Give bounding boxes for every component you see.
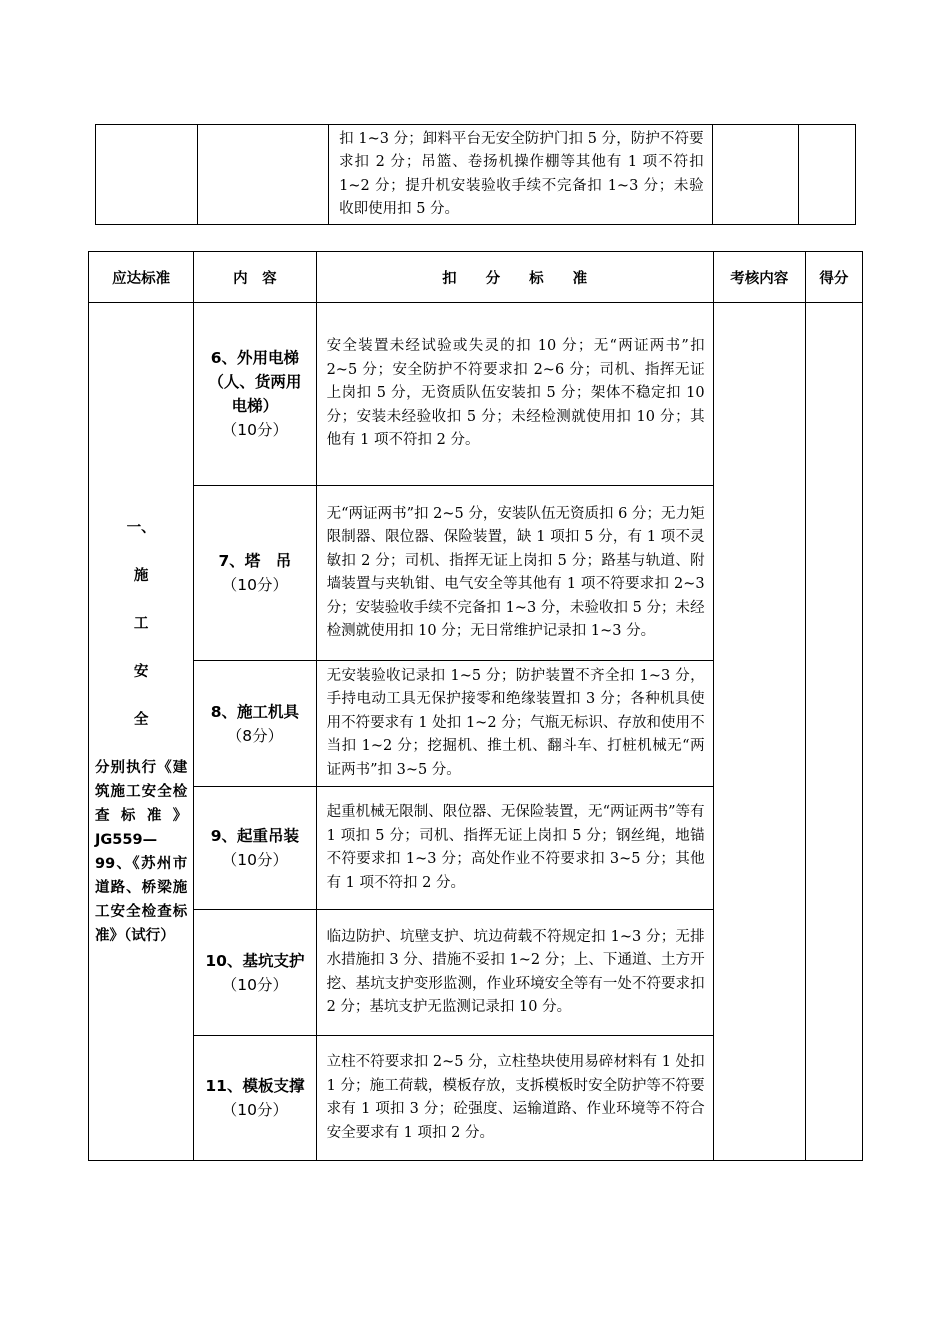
item-name: 6、外用电梯 bbox=[210, 349, 300, 367]
standard-reference-text: 分别执行《建筑施工安全检查标准》JG559—99、《苏州市道路、桥梁施工安全检查标准》（试行） bbox=[95, 759, 188, 944]
item-name: （人、货两用 bbox=[208, 373, 302, 391]
item-name: 8、施工机具 bbox=[210, 702, 300, 721]
continuation-table bbox=[95, 124, 856, 225]
deduction-cell: 临边防护、坑壁支护、坑边荷载不符规定扣 1~3 分；无排水措施扣 3 分、措施不妥扣 1~2 分；上、下通道、土方开挖、基坑支护变形监测，作业环境安全等有一处不符要求扣 2 分；基坑支护无监测记录扣 10 分。 bbox=[316, 910, 713, 1036]
score-cell bbox=[805, 303, 862, 1161]
deduction-cell: 无安装验收记录扣 1~5 分；防护装置不齐全扣 1~3 分，手持电动工具无保护接零和绝缘装置扣 3 分；各种机具使用不符要求有 1 处扣 1~2 分；气瓶无标识、存放和使用不当扣 1~2 分；挖掘机、推土机、翻斗车、打桩机械无“两证两书”扣 3~5 分。 bbox=[316, 661, 713, 787]
standard-number: 一、 bbox=[126, 519, 156, 536]
item-points: （10分） bbox=[221, 576, 289, 594]
standard-char: 安 bbox=[133, 663, 149, 680]
assessment-cell bbox=[713, 303, 805, 1161]
standard-char: 全 bbox=[133, 711, 149, 728]
standard-char: 施 bbox=[133, 567, 149, 584]
standard-char: 工 bbox=[133, 615, 149, 632]
item-cell bbox=[194, 486, 316, 661]
continuation-standard-cell bbox=[96, 125, 198, 225]
deduction-cell: 起重机械无限制、限位器、无保险装置，无“两证两书”等有 1 项扣 5 分；司机、指挥无证上岗扣 5 分；钢丝绳，地锚不符要求扣 1~3 分；高处作业不符要求扣 3~5 分；其他有 1 项不符扣 2 分。 bbox=[316, 787, 713, 910]
item-points: （8分） bbox=[226, 726, 284, 745]
item-name: 10、基坑支护 bbox=[205, 951, 305, 970]
item-points: （10分） bbox=[221, 975, 289, 994]
item-cell bbox=[194, 787, 316, 910]
header-score: 得分 bbox=[805, 252, 862, 303]
continuation-deduction-cell: 扣 1~3 分；卸料平台无安全防护门扣 5 分，防护不符要求扣 2 分；吊篮、卷扬机操作棚等其他有 1 项不符扣 1~2 分；提升机安装验收手续不完备扣 1~3 分；未验收即使用扣 5 分。 bbox=[329, 125, 712, 225]
header-row bbox=[89, 252, 863, 303]
header-assessment: 考核内容 bbox=[713, 252, 805, 303]
standard-cell bbox=[89, 303, 194, 1161]
header-standard: 应达标准 bbox=[89, 252, 194, 303]
item-points: （10分） bbox=[221, 1101, 289, 1119]
item-name: 电梯） bbox=[231, 397, 279, 415]
item-points: （10分） bbox=[221, 421, 289, 439]
item-points: （10分） bbox=[221, 851, 289, 869]
deduction-cell: 立柱不符要求扣 2~5 分，立柱垫块使用易碎材料有 1 处扣 1 分；施工荷载，模板存放，支拆模板时安全防护等不符要求有 1 项扣 3 分；砼强度、运输道路、作业环境等不符合安全要求有 1 项扣 2 分。 bbox=[316, 1036, 713, 1161]
header-deduction: 扣 分 标 准 bbox=[316, 252, 713, 303]
item-name: 7、塔 吊 bbox=[218, 552, 292, 570]
safety-inspection-table bbox=[88, 251, 863, 1161]
item-cell bbox=[194, 1036, 316, 1161]
continuation-row bbox=[96, 125, 856, 225]
deduction-cell: 安全装置未经试验或失灵的扣 10 分；无“两证两书”扣 2~5 分；安全防护不符要求扣 2~6 分；司机、指挥无证上岗扣 5 分，无资质队伍安装扣 5 分；架体不稳定扣 10 分；安装未经验收扣 5 分；未经检测就使用扣 10 分；其他有 1 项不符扣 2 分。 bbox=[316, 303, 713, 486]
header-content: 内 容 bbox=[194, 252, 316, 303]
table-row bbox=[89, 303, 863, 486]
deduction-cell: 无“两证两书”扣 2~5 分，安装队伍无资质扣 6 分；无力矩限制器、限位器、保险装置，缺 1 项扣 5 分，有 1 项不灵敏扣 2 分；司机、指挥无证上岗扣 5 分；路基与轨道、附墙装置与夹轨钳、电气安全等其他有 1 项不符要求扣 2~3 分；安装验收手续不完备扣 1~3 分，未验收扣 5 分；未经检测就使用扣 10 分；无日常维护记录扣 1~3 分。 bbox=[316, 486, 713, 661]
item-cell bbox=[194, 661, 316, 787]
continuation-score-cell bbox=[799, 125, 856, 225]
item-cell bbox=[194, 303, 316, 486]
item-name: 9、起重吊装 bbox=[210, 827, 300, 845]
continuation-content-cell bbox=[198, 125, 329, 225]
item-name: 11、模板支撑 bbox=[205, 1077, 305, 1095]
continuation-assessment-cell bbox=[712, 125, 799, 225]
item-cell bbox=[194, 910, 316, 1036]
